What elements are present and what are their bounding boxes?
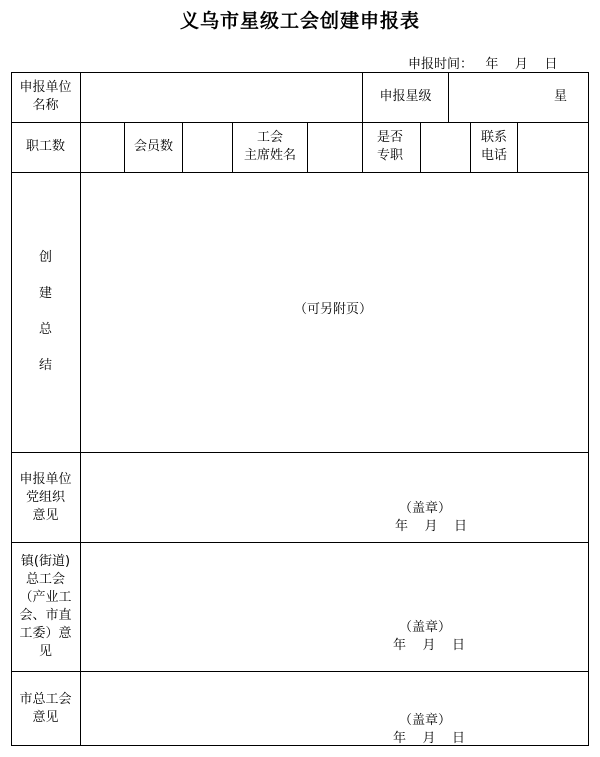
city-opinion-label-line1: 市总工会 xyxy=(19,691,72,707)
staff-count-label: 职工数 xyxy=(25,139,65,154)
town-opinion-label xyxy=(11,543,80,671)
unit-name-field[interactable] xyxy=(81,72,362,122)
summary-char: 建 xyxy=(38,286,52,301)
fulltime-label xyxy=(363,122,420,172)
fulltime-field[interactable] xyxy=(421,122,470,172)
city-opinion-field[interactable] xyxy=(81,672,589,745)
party-opinion-field[interactable] xyxy=(81,453,589,542)
unit-name-label xyxy=(11,72,80,122)
fulltime-label-line2: 专职 xyxy=(377,148,404,163)
party-opinion-label-line2: 党组织 xyxy=(25,489,65,505)
city-opinion-label xyxy=(11,672,80,745)
town-date-label: 年 月 日 xyxy=(393,638,466,653)
phone-label-line2: 电话 xyxy=(480,148,507,163)
chair-name-label-line2: 主席姓名 xyxy=(243,148,296,163)
unit-name-label-line1: 申报单位 xyxy=(19,80,72,95)
summary-char: 总 xyxy=(38,322,52,337)
city-opinion-label-line2: 意见 xyxy=(32,709,59,725)
report-date-line: 申报时间： 年 月 日 xyxy=(408,57,558,72)
unit-name-label-line2: 名称 xyxy=(32,98,59,113)
staff-count-field[interactable] xyxy=(81,122,124,172)
party-opinion-label xyxy=(11,453,80,542)
town-seal-label: （盖章） xyxy=(399,620,452,635)
member-count-label: 会员数 xyxy=(133,139,173,154)
town-opinion-label-line3: （产业工 xyxy=(19,590,72,605)
phone-field[interactable] xyxy=(518,122,589,172)
chair-name-field[interactable] xyxy=(308,122,362,172)
phone-label-line1: 联系 xyxy=(480,130,507,145)
town-opinion-field[interactable] xyxy=(81,543,589,671)
fulltime-label-line1: 是否 xyxy=(377,130,404,145)
town-opinion-label-line4: 会、市直 xyxy=(19,608,72,623)
party-date-label: 年 月 日 xyxy=(395,519,468,534)
summary-field[interactable] xyxy=(81,172,589,452)
summary-char: 创 xyxy=(38,250,52,265)
star-level-field[interactable] xyxy=(449,72,589,122)
city-seal-label: （盖章） xyxy=(399,713,452,728)
chair-name-label xyxy=(233,122,307,172)
city-date-label: 年 月 日 xyxy=(393,731,466,746)
town-opinion-label-line5: 工委）意 xyxy=(19,626,72,641)
attach-note: （可另附页） xyxy=(294,302,373,317)
summary-char: 结 xyxy=(38,358,52,373)
party-opinion-label-line3: 意见 xyxy=(32,507,59,523)
town-opinion-label-line6: 见 xyxy=(38,644,52,659)
member-count-field[interactable] xyxy=(183,122,232,172)
party-opinion-label-line1: 申报单位 xyxy=(19,471,72,487)
chair-name-label-line1: 工会 xyxy=(256,130,283,145)
town-opinion-label-line1: 镇(街道) xyxy=(20,554,71,569)
form-title: 义乌市星级工会创建申报表 xyxy=(179,10,420,32)
town-opinion-label-line2: 总工会 xyxy=(25,572,65,587)
summary-label xyxy=(11,172,80,452)
star-level-label: 申报星级 xyxy=(379,89,432,104)
party-seal-label: （盖章） xyxy=(399,501,452,516)
phone-label xyxy=(471,122,517,172)
star-suffix: 星 xyxy=(553,89,567,104)
